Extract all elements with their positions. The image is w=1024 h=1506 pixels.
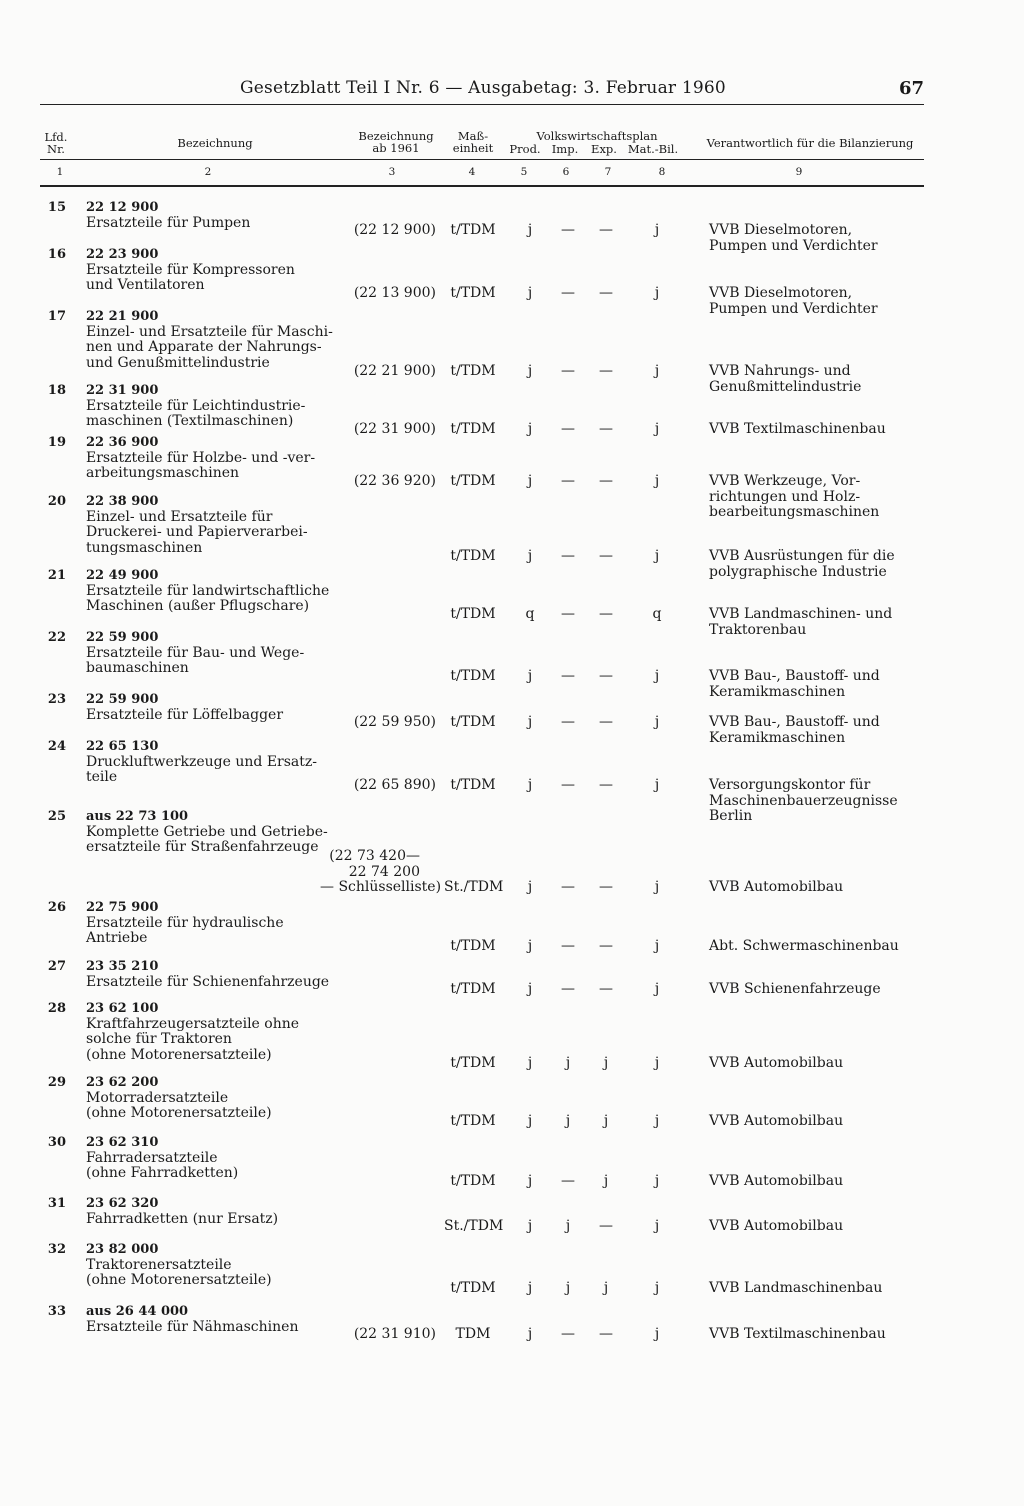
row-imp: j: [565, 1055, 571, 1071]
row-prod: j: [527, 1113, 533, 1129]
row-code: [86, 568, 356, 584]
col-number: 2: [204, 166, 212, 178]
row-prod: j: [527, 777, 533, 793]
col-head-masseinheit: Maß- einheit: [452, 129, 494, 155]
row-imp: —: [561, 285, 575, 301]
row-number: 20: [47, 494, 66, 509]
row-imp: —: [561, 714, 575, 730]
row-exp: —: [599, 714, 613, 730]
row-designation: [86, 1304, 356, 1335]
row-mat-bil: j: [654, 1280, 660, 1296]
row-aus: aus: [86, 1304, 112, 1319]
row-code-value: 22 38 900: [86, 494, 159, 509]
row-code-value: 22 65 130: [86, 739, 159, 754]
row-responsible: VVB Automobilbau: [709, 1055, 844, 1071]
col-head-exp: Exp.: [591, 142, 617, 156]
row-description: Ersatzteile für Schienenfahrzeuge: [86, 973, 330, 990]
row-prod: j: [527, 1173, 533, 1189]
column-head-rule: [40, 159, 924, 160]
row-description: Fahrradersatzteile (ohne Fahrradketten): [86, 1149, 239, 1182]
row-designation: [86, 309, 356, 372]
row-number: 24: [47, 739, 66, 754]
header-rule: [40, 104, 924, 105]
row-responsible: VVB Automobilbau: [709, 1113, 844, 1129]
row-mat-bil: j: [654, 1055, 660, 1071]
row-responsible: VVB Ausrüstungen für die polygraphische Industrie: [709, 548, 895, 580]
row-designation: [86, 494, 356, 557]
row-unit: t/TDM: [450, 777, 496, 793]
row-exp: —: [599, 1218, 613, 1234]
row-code: [86, 1001, 356, 1017]
row-mat-bil: j: [654, 777, 660, 793]
col-number: 1: [56, 166, 64, 178]
row-description: Motorradersatzteile (ohne Motorenersatzteile): [86, 1089, 272, 1122]
row-prod: j: [527, 981, 533, 997]
row-code-value: 22 75 900: [86, 900, 159, 915]
row-code-value: 23 62 320: [86, 1196, 159, 1211]
row-unit: t/TDM: [450, 1173, 496, 1189]
row-prod: j: [527, 1055, 533, 1071]
row-imp: —: [561, 668, 575, 684]
row-designation: [86, 1001, 356, 1064]
row-code: [86, 1196, 356, 1212]
row-exp: —: [599, 606, 613, 622]
row-unit: St./TDM: [444, 1218, 504, 1234]
row-exp: j: [603, 1173, 609, 1189]
row-code: [86, 435, 356, 451]
row-code: [86, 739, 356, 755]
row-code-value: 22 59 900: [86, 630, 159, 645]
row-mat-bil: j: [654, 363, 660, 379]
row-responsible: Abt. Schwermaschinenbau: [709, 938, 899, 954]
row-imp: j: [565, 1113, 571, 1129]
col-head-bezeichnung-1961: Bezeichnung ab 1961: [358, 129, 434, 155]
row-description: Ersatzteile für Nähmaschinen: [86, 1318, 299, 1335]
row-number: 23: [47, 692, 66, 707]
row-prod: j: [527, 938, 533, 954]
row-mat-bil: j: [654, 285, 660, 301]
row-code-value: 23 62 100: [86, 1001, 159, 1016]
row-unit: t/TDM: [450, 1113, 496, 1129]
row-unit: t/TDM: [450, 668, 496, 684]
row-unit: t/TDM: [450, 548, 496, 564]
col-number: 3: [388, 166, 396, 178]
row-mat-bil: j: [654, 1218, 660, 1234]
row-number: 22: [47, 630, 66, 645]
row-designation: [86, 692, 356, 723]
row-number: 17: [47, 309, 66, 324]
row-designation: [86, 900, 356, 947]
row-description: Ersatzteile für hydraulische Antriebe: [86, 914, 284, 947]
row-mat-bil: j: [654, 668, 660, 684]
row-imp: —: [561, 938, 575, 954]
row-prod: j: [527, 714, 533, 730]
row-responsible: VVB Bau-, Baustoff- und Keramikmaschinen: [709, 668, 880, 700]
row-code-value: 23 62 310: [86, 1135, 159, 1150]
row-number: 26: [47, 900, 66, 915]
row-prod: j: [527, 1218, 533, 1234]
row-code: [86, 1304, 356, 1320]
row-imp: j: [565, 1218, 571, 1234]
row-designation: [86, 200, 356, 231]
row-description: Kraftfahrzeugersatzteile ohne solche für Traktoren (ohne Motorenersatzteile): [86, 1015, 300, 1064]
row-exp: —: [599, 981, 613, 997]
row-number: 29: [47, 1075, 66, 1090]
row-prod: j: [527, 473, 533, 489]
row-code-value: 26 44 000: [115, 1304, 189, 1319]
row-description: Ersatzteile für Löffelbagger: [86, 706, 284, 723]
row-designation: [86, 630, 356, 677]
row-code-value: 22 73 100: [115, 809, 189, 824]
row-description: Ersatzteile für Pumpen: [86, 214, 251, 231]
col-head-bezeichnung: Bezeichnung: [177, 136, 253, 150]
row-responsible: VVB Textilmaschinenbau: [709, 421, 886, 437]
row-number: 15: [47, 200, 66, 215]
row-code: [86, 383, 356, 399]
row-description: Ersatzteile für Leichtindustrie- maschinen (Textilmaschinen): [86, 397, 306, 430]
row-exp: j: [603, 1055, 609, 1071]
row-responsible: VVB Nahrungs- und Genußmittelindustrie: [709, 363, 862, 395]
row-exp: —: [599, 473, 613, 489]
col-number: 4: [468, 166, 476, 178]
row-code: [86, 247, 356, 263]
col-head-verantwortlich: Verantwortlich für die Bilanzierung: [706, 136, 914, 150]
col-head-mat-bil: Mat.-Bil.: [627, 142, 679, 156]
row-imp: j: [565, 1280, 571, 1296]
col-number: 5: [520, 166, 528, 178]
row-exp: —: [599, 421, 613, 437]
row-designation-1961: (22 31 910): [353, 1326, 436, 1342]
row-designation-1961: (22 13 900): [353, 285, 436, 301]
row-description: Ersatzteile für landwirtschaftliche Maschinen (außer Pflugschare): [86, 582, 330, 615]
row-exp: —: [599, 938, 613, 954]
row-mat-bil: j: [654, 222, 660, 238]
row-code: [86, 1242, 356, 1258]
row-exp: —: [599, 285, 613, 301]
row-number: 21: [47, 568, 66, 583]
row-code-value: 23 82 000: [86, 1242, 159, 1257]
row-designation-1961: (22 31 900): [353, 421, 436, 437]
row-responsible: VVB Automobilbau: [709, 879, 844, 895]
row-prod: j: [527, 879, 533, 895]
row-code-value: 22 59 900: [86, 692, 159, 707]
row-exp: —: [599, 363, 613, 379]
row-designation-1961: (22 73 420— 22 74 200 — Schlüsselliste): [320, 848, 442, 896]
row-number: 16: [47, 247, 66, 262]
row-imp: —: [561, 1173, 575, 1189]
row-responsible: VVB Textilmaschinenbau: [709, 1326, 886, 1342]
row-code-value: 22 21 900: [86, 309, 159, 324]
row-exp: —: [599, 879, 613, 895]
row-prod: q: [525, 606, 535, 622]
row-exp: —: [599, 1326, 613, 1342]
row-description: Traktorenersatzteile (ohne Motorenersatzteile): [86, 1256, 272, 1289]
row-imp: —: [561, 421, 575, 437]
row-responsible: VVB Dieselmotoren, Pumpen und Verdichter: [709, 222, 878, 254]
col-head-volkswirtschaftsplan: Volkswirtschaftsplan: [536, 129, 658, 143]
row-number: 31: [47, 1196, 66, 1211]
row-code-value: 22 23 900: [86, 247, 159, 262]
row-mat-bil: j: [654, 714, 660, 730]
row-designation: [86, 568, 356, 615]
table-head-rule: [40, 185, 924, 187]
row-designation: [86, 1135, 356, 1182]
row-description: Ersatzteile für Kompressoren und Ventilatoren: [86, 261, 295, 294]
col-head-prod: Prod.: [509, 142, 541, 156]
row-responsible: VVB Schienenfahrzeuge: [709, 981, 881, 997]
row-number: 25: [47, 809, 66, 824]
row-mat-bil: j: [654, 1113, 660, 1129]
row-number: 27: [47, 959, 66, 974]
row-code: [86, 309, 356, 325]
row-designation-1961: (22 36 920): [353, 473, 436, 489]
row-designation: [86, 959, 356, 990]
row-unit: t/TDM: [450, 981, 496, 997]
col-number: 6: [562, 166, 570, 178]
col-head-imp: Imp.: [551, 142, 579, 156]
row-responsible: VVB Bau-, Baustoff- und Keramikmaschinen: [709, 714, 880, 746]
row-exp: j: [603, 1113, 609, 1129]
row-code-value: 22 49 900: [86, 568, 159, 583]
row-number: 19: [47, 435, 66, 450]
row-imp: —: [561, 879, 575, 895]
row-code: [86, 959, 356, 975]
row-designation: [86, 1075, 356, 1122]
row-prod: j: [527, 363, 533, 379]
row-number: 33: [47, 1304, 66, 1319]
row-exp: —: [599, 668, 613, 684]
row-imp: —: [561, 1326, 575, 1342]
row-designation: [86, 247, 356, 294]
row-description: Fahrradketten (nur Ersatz): [86, 1210, 279, 1227]
row-responsible: VVB Landmaschinen- und Traktorenbau: [709, 606, 893, 638]
row-unit: t/TDM: [450, 473, 496, 489]
row-description: Einzel- und Ersatzteile für Maschi- nen und Apparate der Nahrungs- und Genußmittelindustrie: [86, 323, 333, 372]
row-imp: —: [561, 473, 575, 489]
row-imp: —: [561, 981, 575, 997]
row-code: [86, 200, 356, 216]
row-prod: j: [527, 421, 533, 437]
row-prod: j: [527, 548, 533, 564]
row-code: [86, 692, 356, 708]
row-number: 32: [47, 1242, 66, 1257]
row-designation: [86, 1242, 356, 1289]
row-responsible: VVB Dieselmotoren, Pumpen und Verdichter: [709, 285, 878, 317]
row-mat-bil: j: [654, 981, 660, 997]
row-prod: j: [527, 1280, 533, 1296]
row-unit: t/TDM: [450, 363, 496, 379]
row-aus: aus: [86, 809, 112, 824]
row-designation: [86, 435, 356, 482]
row-mat-bil: j: [654, 421, 660, 437]
row-description: Ersatzteile für Bau- und Wege- baumaschinen: [86, 644, 305, 677]
row-imp: —: [561, 606, 575, 622]
row-unit: t/TDM: [450, 714, 496, 730]
row-description: Komplette Getriebe und Getriebe- ersatzteile für Straßenfahrzeuge: [86, 823, 328, 856]
row-code-value: 22 36 900: [86, 435, 159, 450]
row-mat-bil: j: [654, 473, 660, 489]
row-prod: j: [527, 285, 533, 301]
row-exp: —: [599, 777, 613, 793]
col-number: 7: [604, 166, 612, 178]
page-header: [40, 78, 924, 104]
row-number: 18: [47, 383, 66, 398]
row-prod: j: [527, 222, 533, 238]
row-mat-bil: q: [652, 606, 662, 622]
row-code: [86, 809, 356, 825]
row-responsible: Versorgungskontor für Maschinenbauerzeugnisse Berlin: [709, 777, 898, 825]
row-code-value: 22 31 900: [86, 383, 159, 398]
row-unit: t/TDM: [450, 421, 496, 437]
row-designation: [86, 1196, 356, 1227]
row-description: Druckluftwerkzeuge und Ersatz- teile: [86, 753, 317, 786]
col-number: 9: [795, 166, 803, 178]
row-code: [86, 900, 356, 916]
row-unit: t/TDM: [450, 606, 496, 622]
row-code: [86, 494, 356, 510]
row-description: Ersatzteile für Holzbe- und -ver- arbeitungsmaschinen: [86, 449, 316, 482]
row-mat-bil: j: [654, 1173, 660, 1189]
row-imp: —: [561, 363, 575, 379]
row-number: 30: [47, 1135, 66, 1150]
row-designation-1961: (22 59 950): [353, 714, 436, 730]
row-code-value: 22 12 900: [86, 200, 159, 215]
row-designation: [86, 739, 356, 786]
col-head-lfd-nr: Lfd. Nr.: [44, 130, 68, 156]
row-unit: TDM: [455, 1326, 491, 1342]
page-title: Gesetzblatt Teil I Nr. 6 — Ausgabetag: 3. Februar 1960: [240, 78, 726, 98]
row-responsible: VVB Landmaschinenbau: [709, 1280, 883, 1296]
row-unit: t/TDM: [450, 938, 496, 954]
col-number: 8: [658, 166, 666, 178]
row-description: Einzel- und Ersatzteile für Druckerei- und Papierverarbei- tungsmaschinen: [86, 508, 308, 557]
row-responsible: VVB Automobilbau: [709, 1218, 844, 1234]
row-mat-bil: j: [654, 548, 660, 564]
row-prod: j: [527, 668, 533, 684]
row-mat-bil: j: [654, 1326, 660, 1342]
row-imp: —: [561, 222, 575, 238]
row-imp: —: [561, 777, 575, 793]
row-imp: —: [561, 548, 575, 564]
row-number: 28: [47, 1001, 66, 1016]
row-unit: t/TDM: [450, 222, 496, 238]
row-designation: [86, 809, 356, 856]
row-exp: —: [599, 548, 613, 564]
row-unit: t/TDM: [450, 285, 496, 301]
row-unit: t/TDM: [450, 1055, 496, 1071]
row-code-value: 23 35 210: [86, 959, 159, 974]
page-number: 67: [898, 78, 924, 99]
row-designation: [86, 383, 356, 430]
row-mat-bil: j: [654, 938, 660, 954]
row-unit: St./TDM: [444, 879, 504, 895]
row-prod: j: [527, 1326, 533, 1342]
row-unit: t/TDM: [450, 1280, 496, 1296]
row-code: [86, 630, 356, 646]
row-designation-1961: (22 65 890): [353, 777, 436, 793]
row-mat-bil: j: [654, 879, 660, 895]
row-exp: —: [599, 222, 613, 238]
row-responsible: VVB Werkzeuge, Vor- richtungen und Holz- bearbeitungsmaschinen: [709, 473, 880, 521]
row-exp: j: [603, 1280, 609, 1296]
row-designation-1961: (22 12 900): [353, 222, 436, 238]
row-designation-1961: (22 21 900): [353, 363, 436, 379]
row-code-value: 23 62 200: [86, 1075, 159, 1090]
row-code: [86, 1135, 356, 1151]
row-responsible: VVB Automobilbau: [709, 1173, 844, 1189]
row-code: [86, 1075, 356, 1091]
